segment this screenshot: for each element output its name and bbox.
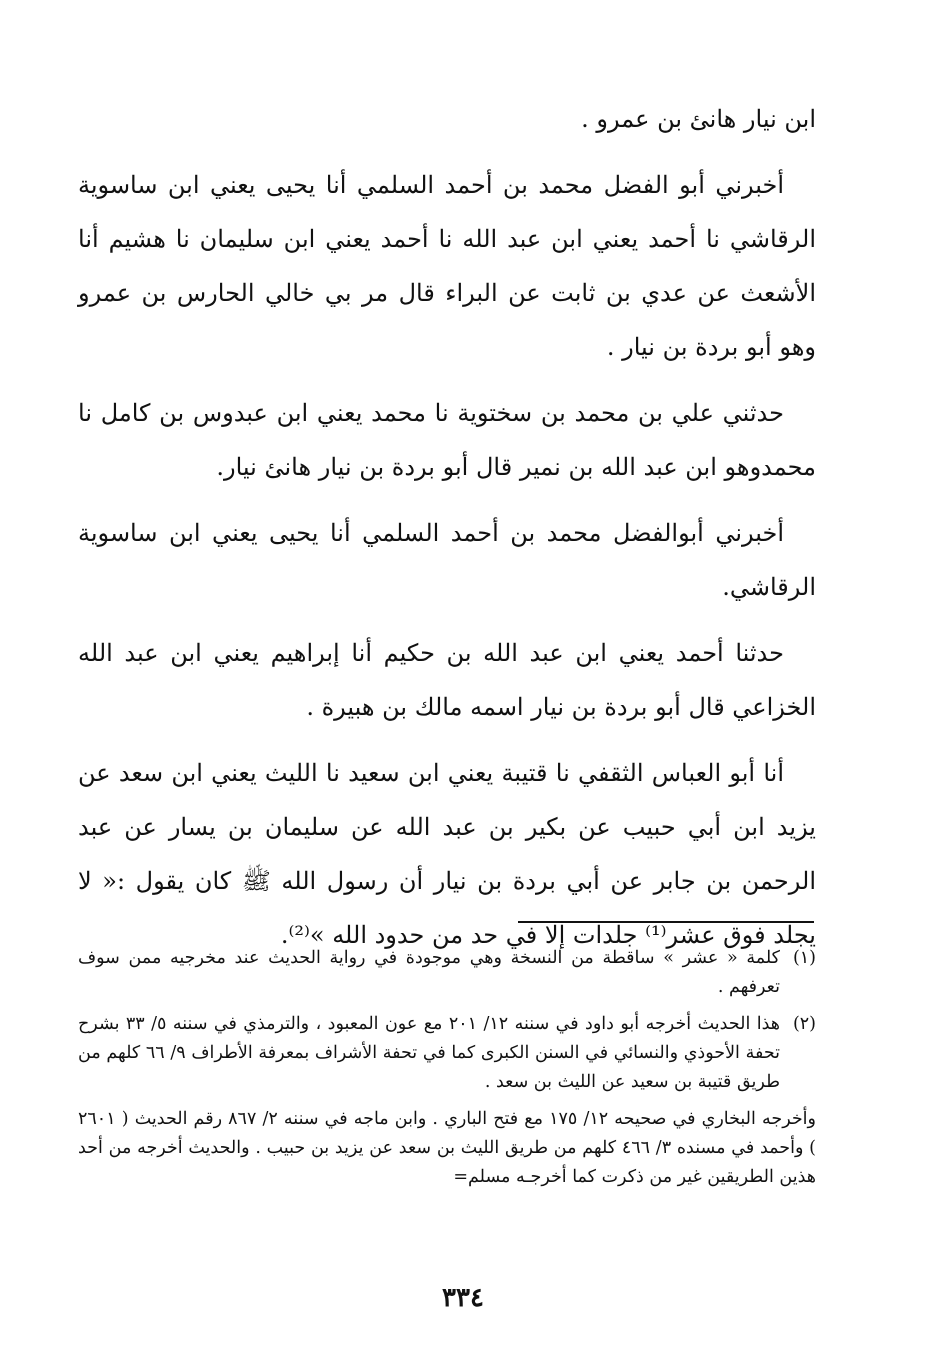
footnote-1 [78, 944, 816, 1002]
footnote-number: (١) [792, 948, 816, 968]
paragraph-3: حدثني علي بن محمد بن سختوية نا محمد يعني ابن عبدوس بن كامل نا محمدوهو ابن عبد الله بن نمير قال أبو بردة بن نيار هانئ نيار. [78, 399, 816, 481]
paragraph-4: أخبرني أبوالفضل محمد بن أحمد السلمي أنا يحيى يعني ابن ساسوية الرقاشي. [78, 519, 816, 601]
page-number: ٣٣٤ [442, 1283, 484, 1313]
paragraph-6: أنا أبو العباس الثقفي نا قتيبة يعني ابن سعيد نا الليث يعني ابن سعد عن يزيد ابن أبي حبيب عن بكير بن عبد الله عن سليمان بن يسار عن عبد الرحمن بن جابر عن أبي بردة بن نيار أن رسول الله ﷺ كان يقول :« لا يجلد فوق عشر⁽¹⁾ جلدات إلا في حد من حدود الله »⁽²⁾. [78, 759, 816, 949]
footnote-text: كلمة « عشر » ساقطة من النسخة وهي موجودة في رواية الحديث عند مخرجيه ممن سوف تعرفهم . [78, 948, 780, 997]
footnote-text: هذا الحديث أخرجه أبو داود في سننه ١٢/ ٢٠١ مع عون المعبود ، والترمذي في سننه ٥/ ٣٣ بشرح تحفة الأحوذي والنسائي في السنن الكبرى كما في تحفة الأشراف بمعرفة الأطراف ٩/ ٦٦ كلهم من طريق قتيبة بن سعيد عن الليث بن سعد . [78, 1014, 781, 1092]
paragraph-5: حدثنا أحمد يعني ابن عبد الله بن حكيم أنا إبراهيم يعني ابن عبد الله الخزاعي قال أبو بردة بن نيار اسمه مالك بن هبيرة . [78, 639, 816, 721]
main-text [78, 92, 816, 974]
paragraph-1: ابن نيار هانئ بن عمرو . [581, 105, 816, 133]
footnote-number: (٢) [792, 1014, 816, 1034]
footnote-divider [518, 921, 814, 923]
footnotes [78, 944, 816, 1192]
footnote-continuation: وأخرجه البخاري في صحيحه ١٢/ ١٧٥ مع فتح الباري . وابن ماجه في سننه ٢/ ٨٦٧ رقم الحديث ( ٢٦٠١ ) وأحمد في مسنده ٣/ ٤٦٦ كلهم من طريق الليث بن سعد عن يزيد بن حبيب . والحديث أخرجه من أحد هذين الطريقين غير من ذكرت كما أخرجـه مسلم= [78, 1109, 816, 1187]
paragraph-2: أخبرني أبو الفضل محمد بن أحمد السلمي أنا يحيى يعني ابن ساسوية الرقاشي نا أحمد يعني ابن عبد الله نا أحمد يعني ابن سليمان نا هشيم أنا الأشعث عن عدي بن ثابت عن البراء قال مر بي خالي الحارس بن عمرو وهو أبو بردة بن نيار . [78, 171, 816, 361]
footnote-2 [78, 1010, 816, 1097]
